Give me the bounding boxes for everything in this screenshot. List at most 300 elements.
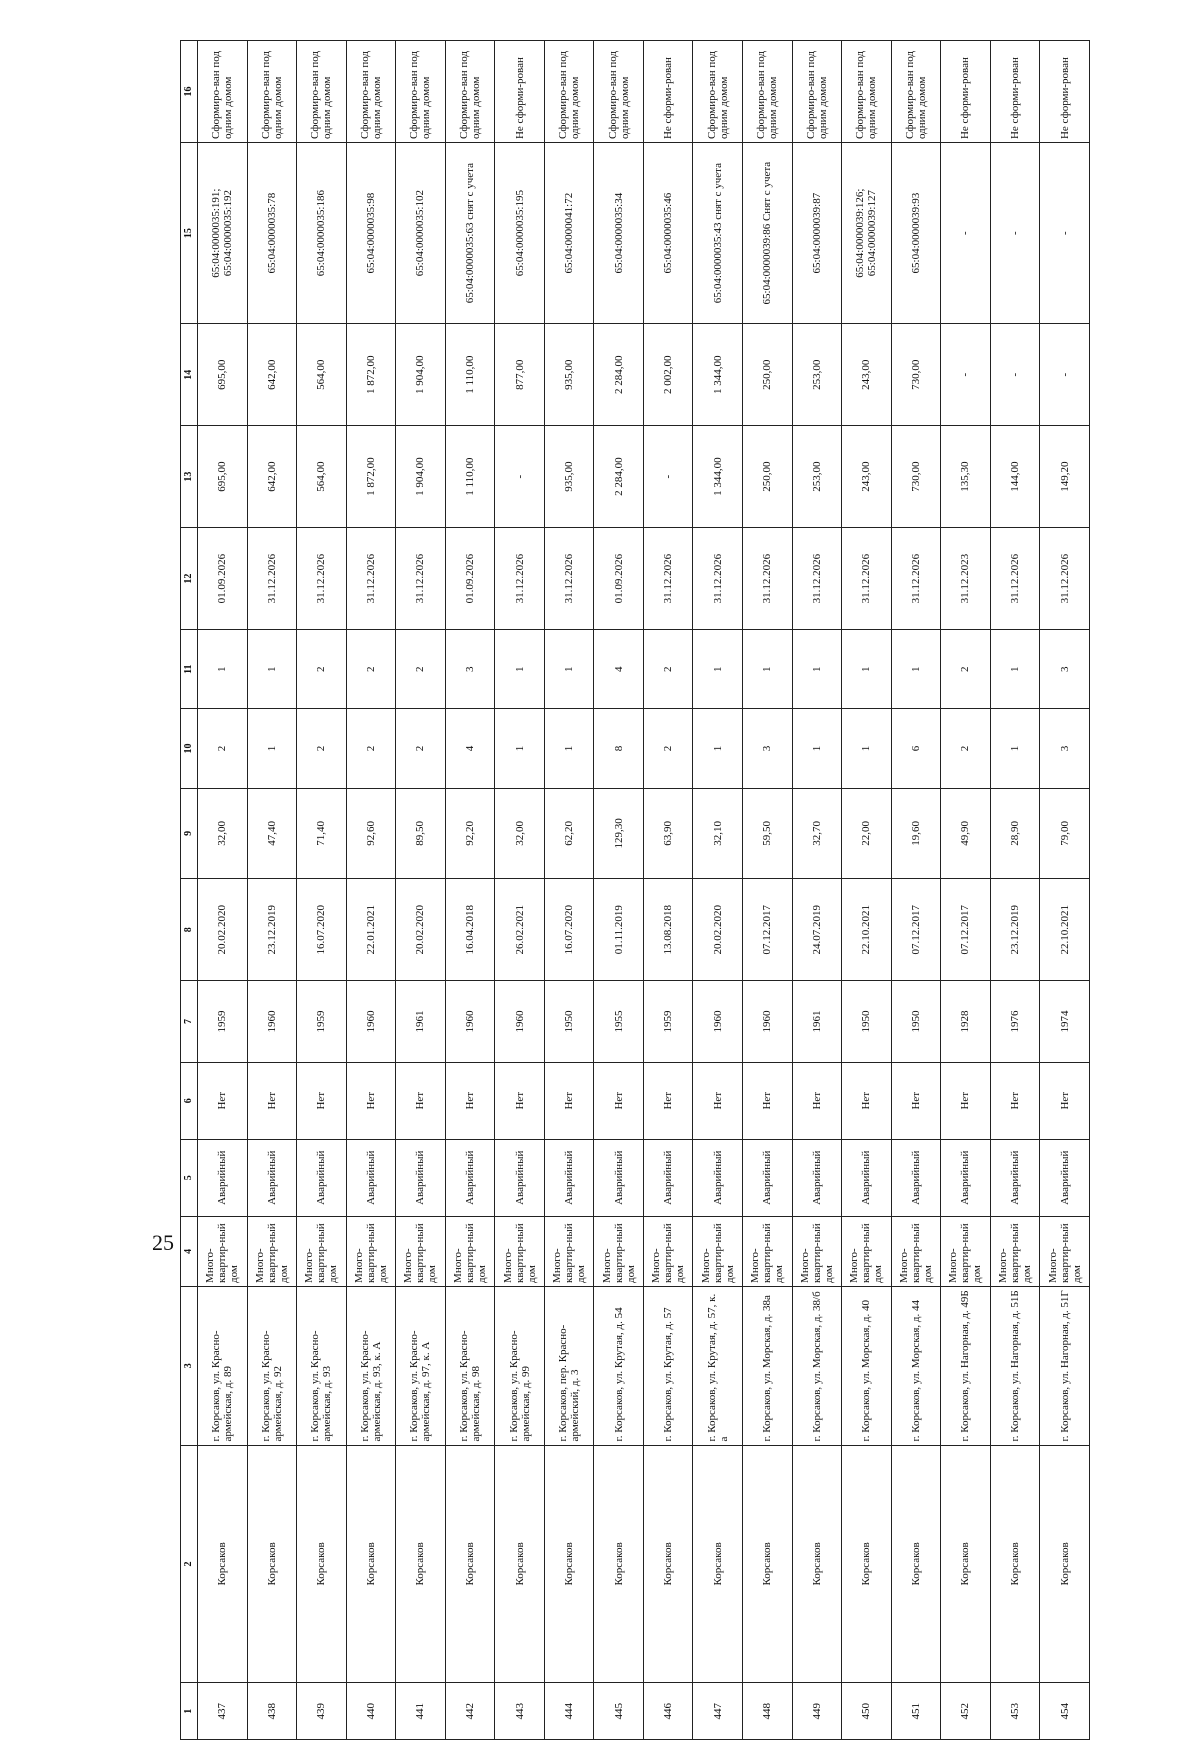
column-number-header: 7 xyxy=(181,981,198,1063)
year-built-cell: 1961 xyxy=(792,981,842,1063)
address-cell: г. Корсаков, ул. Морская, д. 44 xyxy=(891,1286,941,1445)
cultural-heritage-cell: Нет xyxy=(842,1062,892,1139)
apartments-cell: 2 xyxy=(346,630,396,709)
area-cell: 63,90 xyxy=(643,788,693,879)
land-area-cell: 564,00 xyxy=(297,426,347,528)
municipality-cell: Корсаков xyxy=(594,1445,644,1683)
cadastral-number-cell: 65:04:0000035:191; 65:04:0000035:192 xyxy=(198,143,248,324)
address-cell: г. Корсаков, ул. Морская, д. 38/б xyxy=(792,1286,842,1445)
building-type-cell: Много-квартир-ный дом xyxy=(1040,1216,1090,1286)
row-number-cell: 438 xyxy=(247,1683,297,1740)
building-type-cell: Много-квартир-ный дом xyxy=(941,1216,991,1286)
apartments-cell: 1 xyxy=(743,630,793,709)
recognition-date-cell: 20.02.2020 xyxy=(396,879,446,981)
land-area-cell: 2 284,00 xyxy=(594,426,644,528)
cadastral-number-cell: 65:04:0000035:195 xyxy=(495,143,545,324)
planned-date-cell: 31.12.2023 xyxy=(941,528,991,630)
land-area-cell: 149,20 xyxy=(1040,426,1090,528)
year-built-cell: 1960 xyxy=(743,981,793,1063)
building-type-cell: Много-квартир-ный дом xyxy=(842,1216,892,1286)
municipality-cell: Корсаков xyxy=(941,1445,991,1683)
address-cell: г. Корсаков, ул. Красно-армейская, д. 92 xyxy=(247,1286,297,1445)
cadastral-area-cell: 935,00 xyxy=(544,324,594,426)
cadastral-area-cell: 877,00 xyxy=(495,324,545,426)
apartments-cell: 2 xyxy=(297,630,347,709)
land-status-cell: Сформиро-ван под одним домом xyxy=(891,41,941,143)
land-status-cell: Сформиро-ван под одним домом xyxy=(297,41,347,143)
land-status-cell: Сформиро-ван под одним домом xyxy=(594,41,644,143)
recognition-date-cell: 16.07.2020 xyxy=(544,879,594,981)
condition-cell: Аварийный xyxy=(990,1139,1040,1216)
residents-cell: 1 xyxy=(544,709,594,788)
table-row xyxy=(346,41,396,1740)
residents-cell: 8 xyxy=(594,709,644,788)
year-built-cell: 1959 xyxy=(297,981,347,1063)
residents-cell: 1 xyxy=(990,709,1040,788)
year-built-cell: 1961 xyxy=(396,981,446,1063)
table-row xyxy=(594,41,644,1740)
cadastral-area-cell: - xyxy=(1040,324,1090,426)
residents-cell: 1 xyxy=(495,709,545,788)
recognition-date-cell: 01.11.2019 xyxy=(594,879,644,981)
land-status-cell: Не сформи-рован xyxy=(1040,41,1090,143)
apartments-cell: 1 xyxy=(198,630,248,709)
municipality-cell: Корсаков xyxy=(396,1445,446,1683)
building-type-cell: Много-квартир-ный дом xyxy=(544,1216,594,1286)
land-status-cell: Не сформи-рован xyxy=(643,41,693,143)
cadastral-area-cell: 2 284,00 xyxy=(594,324,644,426)
residents-cell: 1 xyxy=(693,709,743,788)
municipality-cell: Корсаков xyxy=(346,1445,396,1683)
municipality-cell: Корсаков xyxy=(445,1445,495,1683)
cadastral-number-cell: 65:04:0000035:102 xyxy=(396,143,446,324)
table-row xyxy=(198,41,248,1740)
row-number-cell: 444 xyxy=(544,1683,594,1740)
land-status-cell: Не сформи-рован xyxy=(941,41,991,143)
recognition-date-cell: 07.12.2017 xyxy=(891,879,941,981)
cadastral-area-cell: - xyxy=(941,324,991,426)
cultural-heritage-cell: Нет xyxy=(594,1062,644,1139)
table-row xyxy=(941,41,991,1740)
residents-cell: 3 xyxy=(743,709,793,788)
cadastral-number-cell: 65:04:0000035:46 xyxy=(643,143,693,324)
table-row xyxy=(1040,41,1090,1740)
cadastral-number-cell: 65:04:0000039:126; 65:04:0000039:127 xyxy=(842,143,892,324)
apartments-cell: 3 xyxy=(1040,630,1090,709)
residents-cell: 1 xyxy=(792,709,842,788)
land-area-cell: 1 344,00 xyxy=(693,426,743,528)
residents-cell: 6 xyxy=(891,709,941,788)
condition-cell: Аварийный xyxy=(891,1139,941,1216)
residents-cell: 2 xyxy=(198,709,248,788)
planned-date-cell: 01.09.2026 xyxy=(198,528,248,630)
cadastral-number-cell: 65:04:0000035:34 xyxy=(594,143,644,324)
apartments-cell: 1 xyxy=(842,630,892,709)
building-type-cell: Много-квартир-ный дом xyxy=(693,1216,743,1286)
cadastral-number-cell: - xyxy=(941,143,991,324)
row-number-cell: 449 xyxy=(792,1683,842,1740)
column-number-header: 8 xyxy=(181,879,198,981)
municipality-cell: Корсаков xyxy=(297,1445,347,1683)
cultural-heritage-cell: Нет xyxy=(990,1062,1040,1139)
column-number-header: 15 xyxy=(181,143,198,324)
cultural-heritage-cell: Нет xyxy=(544,1062,594,1139)
year-built-cell: 1976 xyxy=(990,981,1040,1063)
area-cell: 92,60 xyxy=(346,788,396,879)
apartments-cell: 2 xyxy=(941,630,991,709)
municipality-cell: Корсаков xyxy=(693,1445,743,1683)
cultural-heritage-cell: Нет xyxy=(792,1062,842,1139)
cadastral-number-cell: 65:04:0000041:72 xyxy=(544,143,594,324)
address-cell: г. Корсаков, ул. Крутая, д. 57, к. а xyxy=(693,1286,743,1445)
recognition-date-cell: 22.01.2021 xyxy=(346,879,396,981)
rotated-table-sheet xyxy=(180,40,1090,1740)
apartments-cell: 1 xyxy=(792,630,842,709)
year-built-cell: 1960 xyxy=(445,981,495,1063)
row-number-cell: 441 xyxy=(396,1683,446,1740)
cadastral-area-cell: - xyxy=(990,324,1040,426)
address-cell: г. Корсаков, ул. Крутая, д. 54 xyxy=(594,1286,644,1445)
cadastral-area-cell: 1 904,00 xyxy=(396,324,446,426)
area-cell: 19,60 xyxy=(891,788,941,879)
column-number-header: 16 xyxy=(181,41,198,143)
year-built-cell: 1960 xyxy=(495,981,545,1063)
area-cell: 129,30 xyxy=(594,788,644,879)
address-cell: г. Корсаков, ул. Нагорная, д. 51Г xyxy=(1040,1286,1090,1445)
address-cell: г. Корсаков, ул. Морская, д. 38а xyxy=(743,1286,793,1445)
land-area-cell: 1 872,00 xyxy=(346,426,396,528)
year-built-cell: 1959 xyxy=(643,981,693,1063)
condition-cell: Аварийный xyxy=(346,1139,396,1216)
row-number-cell: 442 xyxy=(445,1683,495,1740)
cadastral-number-cell: 65:04:0000039:86 Снят с учета xyxy=(743,143,793,324)
building-type-cell: Много-квартир-ный дом xyxy=(247,1216,297,1286)
land-status-cell: Сформиро-ван под одним домом xyxy=(198,41,248,143)
year-built-cell: 1950 xyxy=(544,981,594,1063)
row-number-cell: 447 xyxy=(693,1683,743,1740)
condition-cell: Аварийный xyxy=(941,1139,991,1216)
planned-date-cell: 01.09.2026 xyxy=(594,528,644,630)
municipality-cell: Корсаков xyxy=(198,1445,248,1683)
table-row xyxy=(891,41,941,1740)
building-type-cell: Много-квартир-ный дом xyxy=(891,1216,941,1286)
row-number-cell: 450 xyxy=(842,1683,892,1740)
residents-cell: 2 xyxy=(941,709,991,788)
cultural-heritage-cell: Нет xyxy=(1040,1062,1090,1139)
municipality-cell: Корсаков xyxy=(990,1445,1040,1683)
row-number-cell: 452 xyxy=(941,1683,991,1740)
cadastral-number-cell: 65:04:0000039:87 xyxy=(792,143,842,324)
cultural-heritage-cell: Нет xyxy=(247,1062,297,1139)
cadastral-number-cell: - xyxy=(1040,143,1090,324)
building-type-cell: Много-квартир-ный дом xyxy=(396,1216,446,1286)
row-number-cell: 437 xyxy=(198,1683,248,1740)
planned-date-cell: 31.12.2026 xyxy=(297,528,347,630)
land-status-cell: Сформиро-ван под одним домом xyxy=(445,41,495,143)
recognition-date-cell: 26.02.2021 xyxy=(495,879,545,981)
apartments-cell: 1 xyxy=(247,630,297,709)
row-number-cell: 445 xyxy=(594,1683,644,1740)
address-cell: г. Корсаков, ул. Нагорная, д. 49Б xyxy=(941,1286,991,1445)
area-cell: 32,10 xyxy=(693,788,743,879)
cadastral-area-cell: 642,00 xyxy=(247,324,297,426)
land-area-cell: 642,00 xyxy=(247,426,297,528)
municipality-cell: Корсаков xyxy=(544,1445,594,1683)
condition-cell: Аварийный xyxy=(297,1139,347,1216)
planned-date-cell: 31.12.2026 xyxy=(792,528,842,630)
residents-cell: 2 xyxy=(346,709,396,788)
planned-date-cell: 31.12.2026 xyxy=(1040,528,1090,630)
year-built-cell: 1959 xyxy=(198,981,248,1063)
land-status-cell: Сформиро-ван под одним домом xyxy=(544,41,594,143)
column-number-row xyxy=(181,41,198,1740)
apartments-cell: 2 xyxy=(643,630,693,709)
year-built-cell: 1950 xyxy=(842,981,892,1063)
apartments-cell: 3 xyxy=(445,630,495,709)
column-number-header: 12 xyxy=(181,528,198,630)
land-status-cell: Сформиро-ван под одним домом xyxy=(842,41,892,143)
cadastral-area-cell: 243,00 xyxy=(842,324,892,426)
recognition-date-cell: 13.08.2018 xyxy=(643,879,693,981)
cultural-heritage-cell: Нет xyxy=(445,1062,495,1139)
land-area-cell: 253,00 xyxy=(792,426,842,528)
planned-date-cell: 31.12.2026 xyxy=(643,528,693,630)
recognition-date-cell: 16.04.2018 xyxy=(445,879,495,981)
table-row xyxy=(792,41,842,1740)
land-area-cell: 144,00 xyxy=(990,426,1040,528)
land-status-cell: Не сформи-рован xyxy=(990,41,1040,143)
cadastral-number-cell: 65:04:0000035:98 xyxy=(346,143,396,324)
condition-cell: Аварийный xyxy=(743,1139,793,1216)
column-number-header: 11 xyxy=(181,630,198,709)
cadastral-number-cell: 65:04:0000035:186 xyxy=(297,143,347,324)
row-number-cell: 451 xyxy=(891,1683,941,1740)
residents-cell: 1 xyxy=(247,709,297,788)
planned-date-cell: 31.12.2026 xyxy=(990,528,1040,630)
building-type-cell: Много-квартир-ный дом xyxy=(198,1216,248,1286)
land-status-cell: Сформиро-ван под одним домом xyxy=(396,41,446,143)
apartments-cell: 1 xyxy=(891,630,941,709)
year-built-cell: 1928 xyxy=(941,981,991,1063)
planned-date-cell: 31.12.2026 xyxy=(495,528,545,630)
condition-cell: Аварийный xyxy=(693,1139,743,1216)
address-cell: г. Корсаков, ул. Красно-армейская, д. 93, к. А xyxy=(346,1286,396,1445)
column-number-header: 2 xyxy=(181,1445,198,1683)
recognition-date-cell: 16.07.2020 xyxy=(297,879,347,981)
recognition-date-cell: 20.02.2020 xyxy=(198,879,248,981)
building-type-cell: Много-квартир-ный дом xyxy=(990,1216,1040,1286)
year-built-cell: 1955 xyxy=(594,981,644,1063)
table-row xyxy=(495,41,545,1740)
condition-cell: Аварийный xyxy=(792,1139,842,1216)
planned-date-cell: 31.12.2026 xyxy=(396,528,446,630)
recognition-date-cell: 23.12.2019 xyxy=(247,879,297,981)
condition-cell: Аварийный xyxy=(1040,1139,1090,1216)
cadastral-area-cell: 695,00 xyxy=(198,324,248,426)
cadastral-number-cell: 65:04:0000039:93 xyxy=(891,143,941,324)
land-area-cell: 935,00 xyxy=(544,426,594,528)
cadastral-number-cell: - xyxy=(990,143,1040,324)
building-type-cell: Много-квартир-ный дом xyxy=(346,1216,396,1286)
land-status-cell: Сформиро-ван под одним домом xyxy=(693,41,743,143)
row-number-cell: 454 xyxy=(1040,1683,1090,1740)
row-number-cell: 440 xyxy=(346,1683,396,1740)
area-cell: 49,90 xyxy=(941,788,991,879)
municipality-cell: Корсаков xyxy=(247,1445,297,1683)
column-number-header: 13 xyxy=(181,426,198,528)
land-area-cell: 695,00 xyxy=(198,426,248,528)
building-type-cell: Много-квартир-ный дом xyxy=(297,1216,347,1286)
residents-cell: 3 xyxy=(1040,709,1090,788)
table-row xyxy=(693,41,743,1740)
cadastral-area-cell: 1 872,00 xyxy=(346,324,396,426)
building-type-cell: Много-квартир-ный дом xyxy=(792,1216,842,1286)
apartments-cell: 4 xyxy=(594,630,644,709)
column-number-header: 1 xyxy=(181,1683,198,1740)
table-row xyxy=(297,41,347,1740)
row-number-cell: 453 xyxy=(990,1683,1040,1740)
address-cell: г. Корсаков, ул. Крутая, д. 57 xyxy=(643,1286,693,1445)
table-row xyxy=(743,41,793,1740)
recognition-date-cell: 07.12.2017 xyxy=(743,879,793,981)
land-status-cell: Сформиро-ван под одним домом xyxy=(346,41,396,143)
row-number-cell: 448 xyxy=(743,1683,793,1740)
cadastral-area-cell: 564,00 xyxy=(297,324,347,426)
building-type-cell: Много-квартир-ный дом xyxy=(445,1216,495,1286)
land-status-cell: Сформиро-ван под одним домом xyxy=(743,41,793,143)
planned-date-cell: 31.12.2026 xyxy=(891,528,941,630)
row-number-cell: 443 xyxy=(495,1683,545,1740)
recognition-date-cell: 22.10.2021 xyxy=(842,879,892,981)
municipality-cell: Корсаков xyxy=(1040,1445,1090,1683)
area-cell: 32,00 xyxy=(198,788,248,879)
recognition-date-cell: 07.12.2017 xyxy=(941,879,991,981)
year-built-cell: 1950 xyxy=(891,981,941,1063)
land-area-cell: 1 110,00 xyxy=(445,426,495,528)
table-row xyxy=(247,41,297,1740)
cultural-heritage-cell: Нет xyxy=(396,1062,446,1139)
address-cell: г. Корсаков, ул. Красно-армейская, д. 97, к. А xyxy=(396,1286,446,1445)
year-built-cell: 1974 xyxy=(1040,981,1090,1063)
column-number-header: 5 xyxy=(181,1139,198,1216)
row-number-cell: 439 xyxy=(297,1683,347,1740)
condition-cell: Аварийный xyxy=(396,1139,446,1216)
recognition-date-cell: 23.12.2019 xyxy=(990,879,1040,981)
cadastral-number-cell: 65:04:0000035:78 xyxy=(247,143,297,324)
building-type-cell: Много-квартир-ный дом xyxy=(643,1216,693,1286)
year-built-cell: 1960 xyxy=(693,981,743,1063)
planned-date-cell: 31.12.2026 xyxy=(346,528,396,630)
column-number-header: 3 xyxy=(181,1286,198,1445)
land-status-cell: Не сформи-рован xyxy=(495,41,545,143)
cadastral-area-cell: 1 110,00 xyxy=(445,324,495,426)
cadastral-number-cell: 65:04:0000035:43 снят с учета xyxy=(693,143,743,324)
recognition-date-cell: 24.07.2019 xyxy=(792,879,842,981)
housing-registry-table xyxy=(180,40,1090,1740)
cultural-heritage-cell: Нет xyxy=(743,1062,793,1139)
apartments-cell: 2 xyxy=(396,630,446,709)
municipality-cell: Корсаков xyxy=(891,1445,941,1683)
condition-cell: Аварийный xyxy=(594,1139,644,1216)
table-body xyxy=(198,41,1090,1740)
recognition-date-cell: 22.10.2021 xyxy=(1040,879,1090,981)
column-number-header: 10 xyxy=(181,709,198,788)
recognition-date-cell: 20.02.2020 xyxy=(693,879,743,981)
area-cell: 79,00 xyxy=(1040,788,1090,879)
cultural-heritage-cell: Нет xyxy=(941,1062,991,1139)
year-built-cell: 1960 xyxy=(346,981,396,1063)
cultural-heritage-cell: Нет xyxy=(297,1062,347,1139)
planned-date-cell: 31.12.2026 xyxy=(544,528,594,630)
residents-cell: 2 xyxy=(297,709,347,788)
municipality-cell: Корсаков xyxy=(743,1445,793,1683)
cadastral-area-cell: 2 002,00 xyxy=(643,324,693,426)
row-number-cell: 446 xyxy=(643,1683,693,1740)
cadastral-area-cell: 253,00 xyxy=(792,324,842,426)
condition-cell: Аварийный xyxy=(198,1139,248,1216)
land-area-cell: 730,00 xyxy=(891,426,941,528)
planned-date-cell: 31.12.2026 xyxy=(743,528,793,630)
building-type-cell: Много-квартир-ный дом xyxy=(495,1216,545,1286)
land-area-cell: 1 904,00 xyxy=(396,426,446,528)
municipality-cell: Корсаков xyxy=(792,1445,842,1683)
condition-cell: Аварийный xyxy=(842,1139,892,1216)
table-row xyxy=(445,41,495,1740)
address-cell: г. Корсаков, ул. Красно-армейская, д. 99 xyxy=(495,1286,545,1445)
page-number: 25 xyxy=(152,1230,174,1255)
table-row xyxy=(396,41,446,1740)
land-area-cell: - xyxy=(495,426,545,528)
planned-date-cell: 31.12.2026 xyxy=(247,528,297,630)
planned-date-cell: 01.09.2026 xyxy=(445,528,495,630)
column-number-header: 4 xyxy=(181,1216,198,1286)
cultural-heritage-cell: Нет xyxy=(693,1062,743,1139)
area-cell: 32,00 xyxy=(495,788,545,879)
residents-cell: 1 xyxy=(842,709,892,788)
cadastral-area-cell: 250,00 xyxy=(743,324,793,426)
area-cell: 62,20 xyxy=(544,788,594,879)
land-area-cell: - xyxy=(643,426,693,528)
land-status-cell: Сформиро-ван под одним домом xyxy=(792,41,842,143)
cultural-heritage-cell: Нет xyxy=(643,1062,693,1139)
residents-cell: 4 xyxy=(445,709,495,788)
planned-date-cell: 31.12.2026 xyxy=(842,528,892,630)
table-row xyxy=(990,41,1040,1740)
residents-cell: 2 xyxy=(396,709,446,788)
area-cell: 59,50 xyxy=(743,788,793,879)
land-status-cell: Сформиро-ван под одним домом xyxy=(247,41,297,143)
planned-date-cell: 31.12.2026 xyxy=(693,528,743,630)
column-number-header: 14 xyxy=(181,324,198,426)
cadastral-number-cell: 65:04:0000035:63 снят с учета xyxy=(445,143,495,324)
condition-cell: Аварийный xyxy=(643,1139,693,1216)
apartments-cell: 1 xyxy=(495,630,545,709)
address-cell: г. Корсаков, пер. Красно-армейский, д. 3 xyxy=(544,1286,594,1445)
apartments-cell: 1 xyxy=(990,630,1040,709)
address-cell: г. Корсаков, ул. Нагорная, д. 51Б xyxy=(990,1286,1040,1445)
address-cell: г. Корсаков, ул. Красно-армейская, д. 89 xyxy=(198,1286,248,1445)
column-number-header: 6 xyxy=(181,1062,198,1139)
table-row xyxy=(842,41,892,1740)
table-row xyxy=(643,41,693,1740)
municipality-cell: Корсаков xyxy=(495,1445,545,1683)
apartments-cell: 1 xyxy=(544,630,594,709)
column-number-header: 9 xyxy=(181,788,198,879)
area-cell: 32,70 xyxy=(792,788,842,879)
apartments-cell: 1 xyxy=(693,630,743,709)
address-cell: г. Корсаков, ул. Морская, д. 40 xyxy=(842,1286,892,1445)
address-cell: г. Корсаков, ул. Красно-армейская, д. 98 xyxy=(445,1286,495,1445)
